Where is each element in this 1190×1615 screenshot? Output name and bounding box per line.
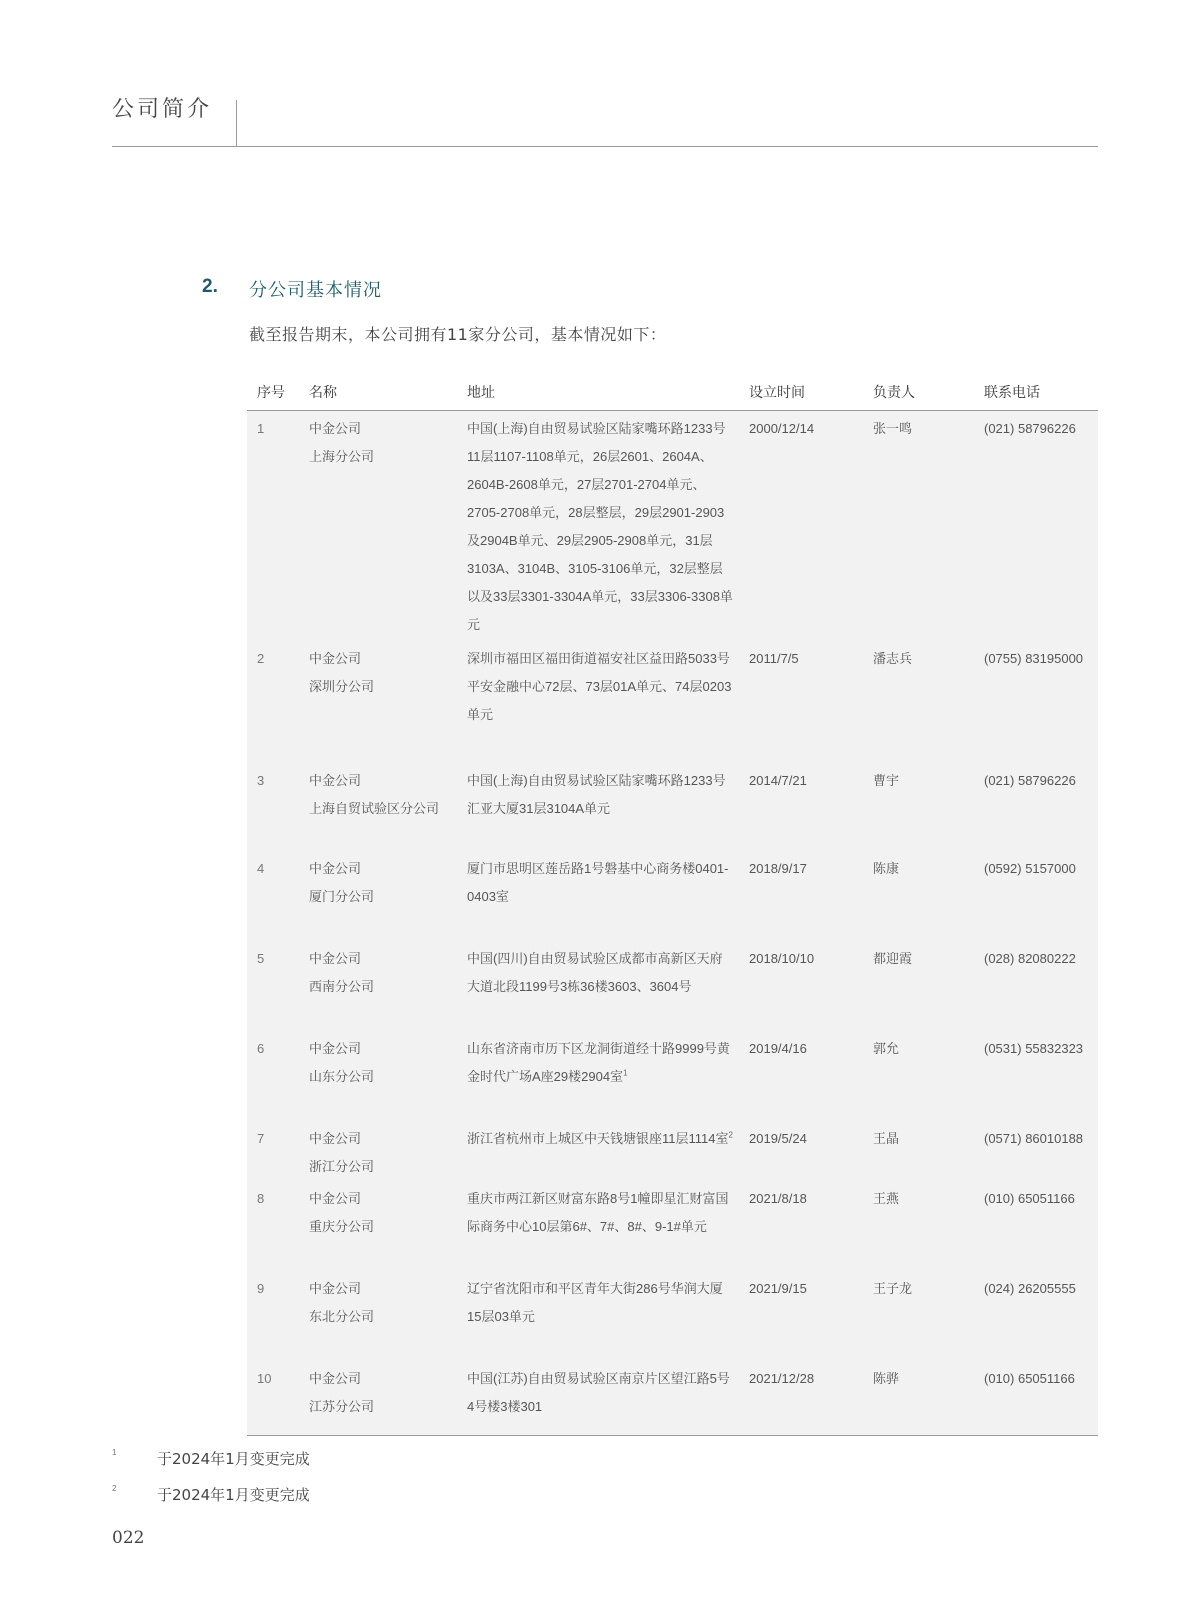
cell-name: [299, 1271, 457, 1361]
branch-name-line: 中金公司: [309, 861, 362, 876]
cell-phone: (010) 65051166: [974, 1361, 1098, 1436]
header-divider-vertical: [236, 100, 237, 146]
table-row: [247, 1361, 1098, 1436]
table-row: [247, 1271, 1098, 1361]
cell-address: [457, 851, 739, 941]
cell-no: 1: [257, 421, 265, 436]
header-divider-horizontal: [112, 146, 1098, 147]
cell-no: 5: [257, 951, 265, 966]
page-header-title: 公司简介: [112, 97, 213, 122]
table-row: [247, 1031, 1098, 1121]
section-number: 2.: [202, 276, 218, 297]
section-title: 分公司基本情况: [249, 280, 382, 301]
footnote-2: [112, 1484, 310, 1505]
cell-name: [299, 411, 457, 642]
cell-person: 郭允: [873, 1041, 900, 1056]
branch-name-line: 深圳分公司: [309, 679, 375, 694]
branch-name-line: 上海分公司: [309, 449, 375, 464]
cell-date: 2021/12/28: [739, 1361, 863, 1436]
address-text: 中国(江苏)自由贸易试验区南京片区望江路5号4号楼3楼301: [467, 1371, 730, 1414]
header-date: 设立时间: [739, 374, 863, 411]
cell-phone: (0755) 83195000: [984, 651, 1084, 666]
branch-name-line: 中金公司: [309, 1041, 362, 1056]
table-row: [247, 763, 1098, 851]
branch-name-line: 中金公司: [309, 951, 362, 966]
cell-date: 2018/10/10: [749, 951, 815, 966]
cell-person: 潘志兵: [873, 651, 913, 666]
address-text: 重庆市两江新区财富东路8号1幢即星汇财富国际商务中心10层第6#、7#、8#、9-1#单元: [467, 1191, 729, 1234]
branch-table: [247, 374, 1098, 1436]
table-header: [247, 374, 1098, 411]
header-address: 地址: [457, 374, 739, 411]
cell-person: 王子龙: [873, 1281, 913, 1296]
header-phone: 联系电话: [974, 374, 1098, 411]
footnote-1: [112, 1448, 310, 1469]
cell-person: 陈骅: [863, 1361, 974, 1436]
branch-name-line: 中金公司: [309, 1131, 362, 1146]
cell-date: 2021/9/15: [749, 1281, 807, 1296]
cell-address: [457, 763, 739, 851]
branch-name-line: 西南分公司: [309, 979, 375, 994]
cell-no: 6: [257, 1041, 265, 1056]
cell-phone: (024) 26205555: [984, 1281, 1076, 1296]
header-no: 序号: [247, 374, 299, 411]
cell-person: 陈康: [873, 861, 900, 876]
cell-name: [299, 1361, 457, 1436]
cell-phone: (021) 58796226: [984, 773, 1076, 788]
branch-name-line: 重庆分公司: [309, 1219, 375, 1234]
table-row: [247, 1181, 1098, 1271]
cell-name: [299, 851, 457, 941]
cell-no: 3: [257, 773, 265, 788]
cell-no: 7: [257, 1131, 265, 1146]
cell-date: 2021/8/18: [749, 1191, 807, 1206]
cell-person: 曹宇: [873, 773, 900, 788]
address-text: 中国(上海)自由贸易试验区陆家嘴环路1233号汇亚大厦31层3104A单元: [467, 773, 726, 816]
branch-name-line: 中金公司: [309, 421, 362, 436]
branch-name-line: 厦门分公司: [309, 889, 375, 904]
cell-no: 9: [257, 1281, 265, 1296]
cell-phone: (028) 82080222: [984, 951, 1076, 966]
cell-phone: (0592) 5157000: [984, 861, 1076, 876]
cell-address: [457, 1181, 739, 1271]
branch-name-line: 中金公司: [309, 1191, 362, 1206]
branch-name-line: 中金公司: [309, 651, 362, 666]
cell-date: 2014/7/21: [749, 773, 807, 788]
cell-no: 8: [257, 1191, 265, 1206]
footnote-ref: 1: [623, 1068, 628, 1078]
cell-address: [457, 1271, 739, 1361]
cell-person: 张一鸣: [873, 421, 913, 436]
cell-person: 王晶: [873, 1131, 900, 1146]
table-row: [247, 851, 1098, 941]
cell-no: 2: [257, 651, 265, 666]
cell-name: [299, 763, 457, 851]
header-person: 负责人: [863, 374, 974, 411]
cell-no: 10: [247, 1361, 299, 1436]
branch-name-line: 江苏分公司: [309, 1399, 375, 1414]
branch-name-line: 浙江分公司: [309, 1159, 375, 1174]
cell-phone: (0531) 55832323: [984, 1041, 1084, 1056]
branch-name-line: 中金公司: [309, 1281, 362, 1296]
header-name: 名称: [299, 374, 457, 411]
address-text: 厦门市思明区莲岳路1号磐基中心商务楼0401-0403室: [467, 861, 729, 904]
branch-name-line: 山东分公司: [309, 1069, 375, 1084]
cell-name: [299, 1181, 457, 1271]
table-body: [247, 411, 1098, 1436]
table-row: [247, 411, 1098, 642]
cell-name: [299, 1031, 457, 1121]
footnote-mark: 2: [112, 1484, 117, 1493]
table-row: [247, 641, 1098, 763]
cell-date: 2011/7/5: [749, 651, 799, 666]
cell-name: [299, 941, 457, 1031]
page-number: 022: [112, 1528, 145, 1548]
address-text: 中国(四川)自由贸易试验区成都市高新区天府大道北段1199号3栋36楼3603、3604号: [467, 951, 723, 994]
cell-address: [457, 1361, 739, 1436]
branch-name-line: 中金公司: [309, 1371, 362, 1386]
cell-no: 4: [257, 861, 265, 876]
cell-address: [457, 641, 739, 763]
address-text: 辽宁省沈阳市和平区青年大街286号华润大厦15层03单元: [467, 1281, 723, 1324]
branch-name-line: 上海自贸试验区分公司: [309, 801, 440, 816]
branch-name-line: 东北分公司: [309, 1309, 375, 1324]
cell-phone: (010) 65051166: [984, 1191, 1075, 1206]
cell-address: [457, 411, 739, 642]
cell-address: [457, 941, 739, 1031]
cell-name: [299, 641, 457, 763]
footnote-text: 于2024年1月变更完成: [157, 1486, 310, 1504]
footnote-ref: 2: [728, 1130, 733, 1140]
table-row: [247, 941, 1098, 1031]
address-text: 深圳市福田区福田街道福安社区益田路5033号平安金融中心72层、73层01A单元、74层0203单元: [467, 651, 732, 722]
cell-date: 2018/9/17: [749, 861, 807, 876]
cell-phone: (021) 58796226: [984, 421, 1076, 436]
cell-address: [457, 1031, 739, 1121]
cell-date: 2019/4/16: [749, 1041, 807, 1056]
cell-person: 王燕: [873, 1191, 900, 1206]
address-text: 浙江省杭州市上城区中天钱塘银座11层1114室: [467, 1131, 729, 1146]
branch-name-line: 中金公司: [309, 773, 362, 788]
table-row: [247, 1121, 1098, 1181]
cell-date: 2019/5/24: [749, 1131, 807, 1146]
cell-person: 都迎霞: [873, 951, 913, 966]
section-intro: 截至报告期末，本公司拥有11家分公司，基本情况如下：: [249, 325, 667, 344]
cell-name: [299, 1121, 457, 1181]
footnote-text: 于2024年1月变更完成: [157, 1450, 310, 1468]
address-text: 中国(上海)自由贸易试验区陆家嘴环路1233号11层1107-1108单元，26层2601、2604A、2604B-2608单元，27层2701-2704单元、2705-2708单元，28层整层，29层2901-2903及2904B单元、29层2905-2908单元，31层3103A、3104B、3105-3106单元，32层整层以及33层3301-3304A单元，33层3306-3308单元: [467, 421, 733, 632]
footnote-mark: 1: [112, 1448, 117, 1457]
cell-address: [457, 1121, 739, 1181]
cell-phone: (0571) 86010188: [984, 1131, 1084, 1146]
cell-date: 2000/12/14: [749, 421, 815, 436]
address-text: 山东省济南市历下区龙洞街道经十路9999号黄金时代广场A座29楼2904室: [467, 1041, 730, 1084]
